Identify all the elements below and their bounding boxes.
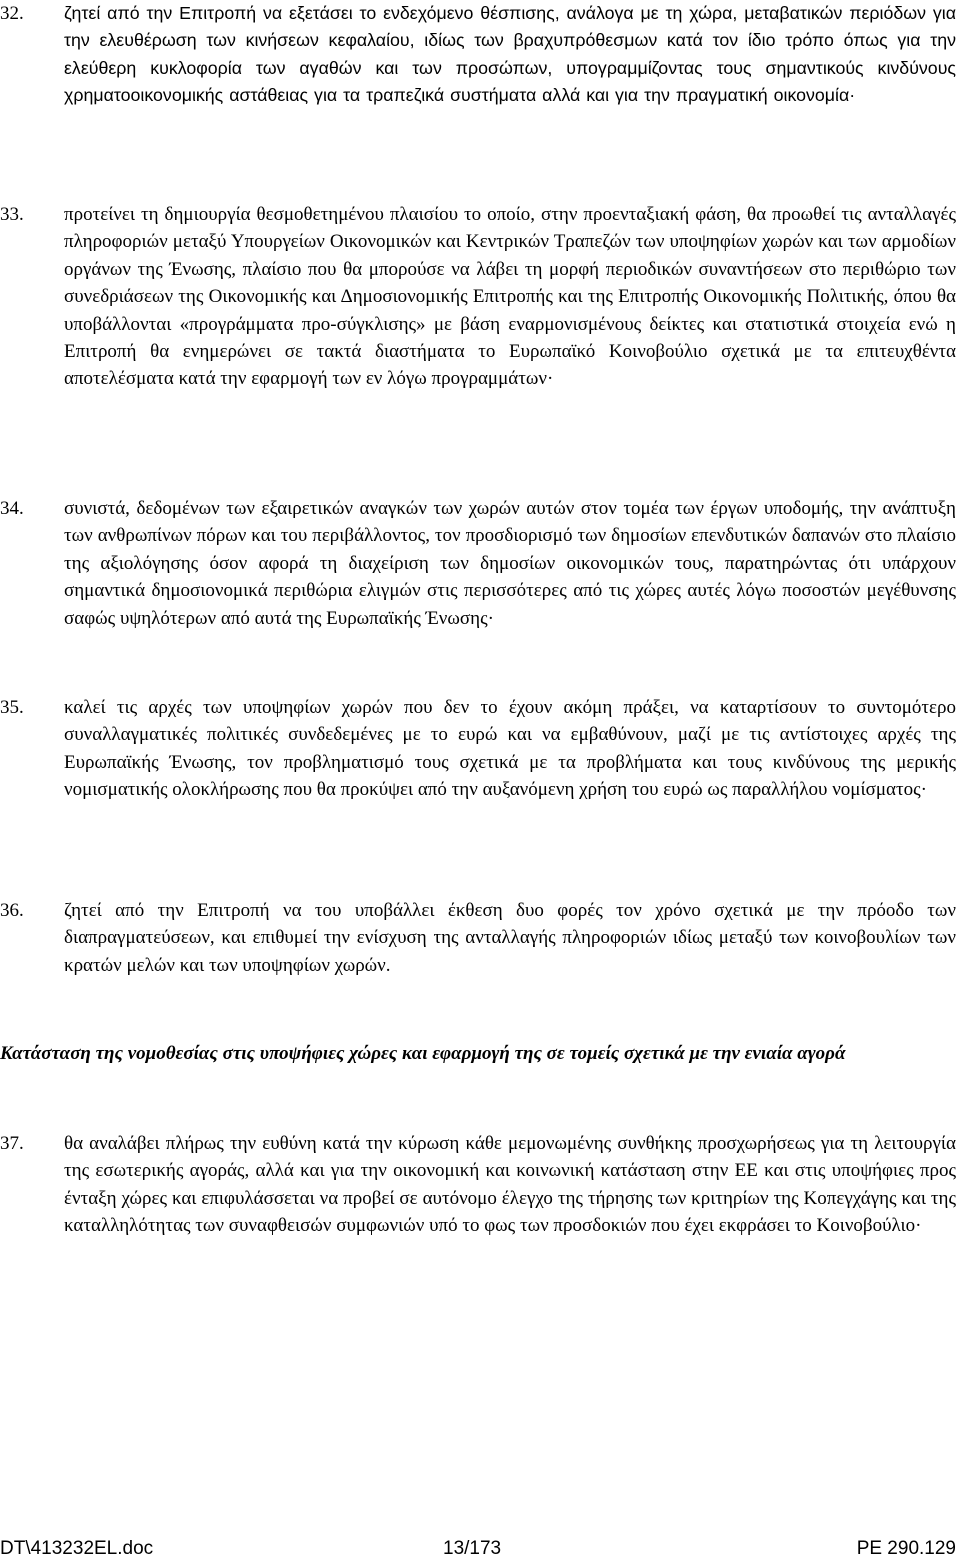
section-heading: Κατάσταση της νομοθεσίας στις υποψήφιες χώρες και εφαρμογή της σε τομείς σχετικά με την ενιαία αγορά [0, 1043, 846, 1064]
paragraph-text: ζητεί από την Επιτροπή να εξετάσει το ενδεχόμενο θέσπισης, ανάλογα με τη χώρα, μεταβατικών περιόδων για την ελευθέρωση των κινήσεων κεφαλαίου, ιδίως των βραχυπρόθεσμων κατά τον ίδιο τρόπο όπως για την ελεύθερη κυκλοφορία των αγαθών και των προσώπων, υπογραμμίζοντας τους σημαντικούς κινδύνους χρηματοοικονομικής αστάθειας για τα τραπεζικά συστήματα αλλά και για την πραγματική οικονομία· [64, 3, 956, 106]
paragraph-number: 37. [0, 1133, 24, 1154]
paragraph-number: 32. [0, 3, 24, 24]
paragraph-35 [0, 694, 960, 869]
page-footer [0, 1536, 960, 1561]
paragraph-33 [0, 201, 960, 481]
paragraph-text: προτείνει τη δημιουργία θεσμοθετημένου πλαισίου το οποίο, στην προενταξιακή φάση, θα προωθεί τις ανταλλαγές πληροφοριών μεταξύ Υπουργείων Οικονομικών και Κεντρικών Τραπεζών των υποψηφίων χωρών και των αρμοδίων οργάνων της Ένωσης, πλαίσιο που θα μπορούσε να λάβει τη μορφή περιοδικών συναντήσεων στο περιθώριο των συνεδριάσεων της Οικονομικής και Δημοσιονομικής Επιτροπής και της Επιτροπής Οικονομικής Πολιτικής, όπου θα υποβάλλονται «προγράμματα προ-σύγκλισης» με βάση εναρμονισμένους δείκτες και στατιστικά στοιχεία ενώ η Επιτροπή θα ενημερώνει σε τακτά διαστήματα το Ευρωπαϊκό Κοινοβούλιο σχετικά με τα επιτευχθέντα αποτελέσματα κατά την εφαρμογή των εν λόγω προγραμμάτων· [64, 204, 956, 390]
paragraph-text: θα αναλάβει πλήρως την ευθύνη κατά την κύρωση κάθε μεμονωμένης συνθήκης προσχωρήσεως για τη λειτουργία της εσωτερικής αγοράς, αλλά και για την οικονομική και κοινωνική κατάσταση στην ΕΕ και στις υποψήφιες προς ένταξη χώρες και επιφυλάσσεται να προβεί σε αυτόνομο έλεγχο της τήρησης των κριτηρίων της Κοπεγχάγης και της καταλληλότητας των συναφθεισών συμφωνιών υπό το φως των προσδοκιών που έχει εκφράσει το Κοινοβούλιο· [64, 1133, 956, 1237]
paragraph-text: συνιστά, δεδομένων των εξαιρετικών αναγκών των χωρών αυτών στον τομέα των έργων υποδομής, την ανάπτυξη των ανθρωπίνων πόρων και του περιβάλλοντος, τον προσδιορισμό των δημοσίων επενδυτικών δαπανών στο πλαίσιο της αξιολόγησης όσον αφορά τη διαχείριση των δημοσίων οικονομικών τους, παρατηρώντας ότι υπάρχουν σημαντικά δημοσιονομικά περιθώρια ελιγμών στις περισσότερες από τις χώρες αυτές λόγω ποσοστών μεγέθυνσης σαφώς υψηλότερων από αυτά της Ευρωπαϊκής Ένωσης· [64, 498, 956, 629]
paragraph-text: καλεί τις αρχές των υποψηφίων χωρών που δεν το έχουν ακόμη πράξει, να καταρτίσουν το συντομότερο συναλλαγματικές πολιτικές συνδεδεμένες με το ευρώ και να εμβαθύνουν, μαζί με τις αντίστοιχες αρχές της Ευρωπαϊκής Ένωσης, τον προβληματισμό τους σχετικά με τα προβλήματα και τους κινδύνους της μερικής νομισματικής ολοκλήρωσης που θα προκύψει από την αυξανόμενη χρήση του ευρώ ως παραλλήλου νομίσματος· [64, 697, 956, 801]
paragraph-text: ζητεί από την Επιτροπή να του υποβάλλει έκθεση δυο φορές τον χρόνο σχετικά με την πρόοδο των διαπραγματεύσεων, και επιθυμεί την ενίσχυση της ανταλλαγής πληροφοριών ιδίως μεταξύ των κοινοβουλίων των κρατών μελών και των υποψηφίων χωρών. [64, 900, 956, 976]
paragraph-32 [0, 0, 960, 170]
paragraph-34 [0, 495, 960, 670]
footer-document-id: DT\413232EL.doc [0, 1538, 154, 1559]
paragraph-37 [0, 1130, 960, 1305]
paragraph-36 [0, 897, 960, 1017]
footer-reference: PE 290.129 [856, 1538, 956, 1559]
paragraph-number: 35. [0, 697, 24, 718]
paragraph-number: 34. [0, 498, 24, 519]
paragraph-number: 33. [0, 204, 24, 225]
footer-page-number: 13/173 [443, 1538, 502, 1559]
paragraph-number: 36. [0, 900, 24, 921]
